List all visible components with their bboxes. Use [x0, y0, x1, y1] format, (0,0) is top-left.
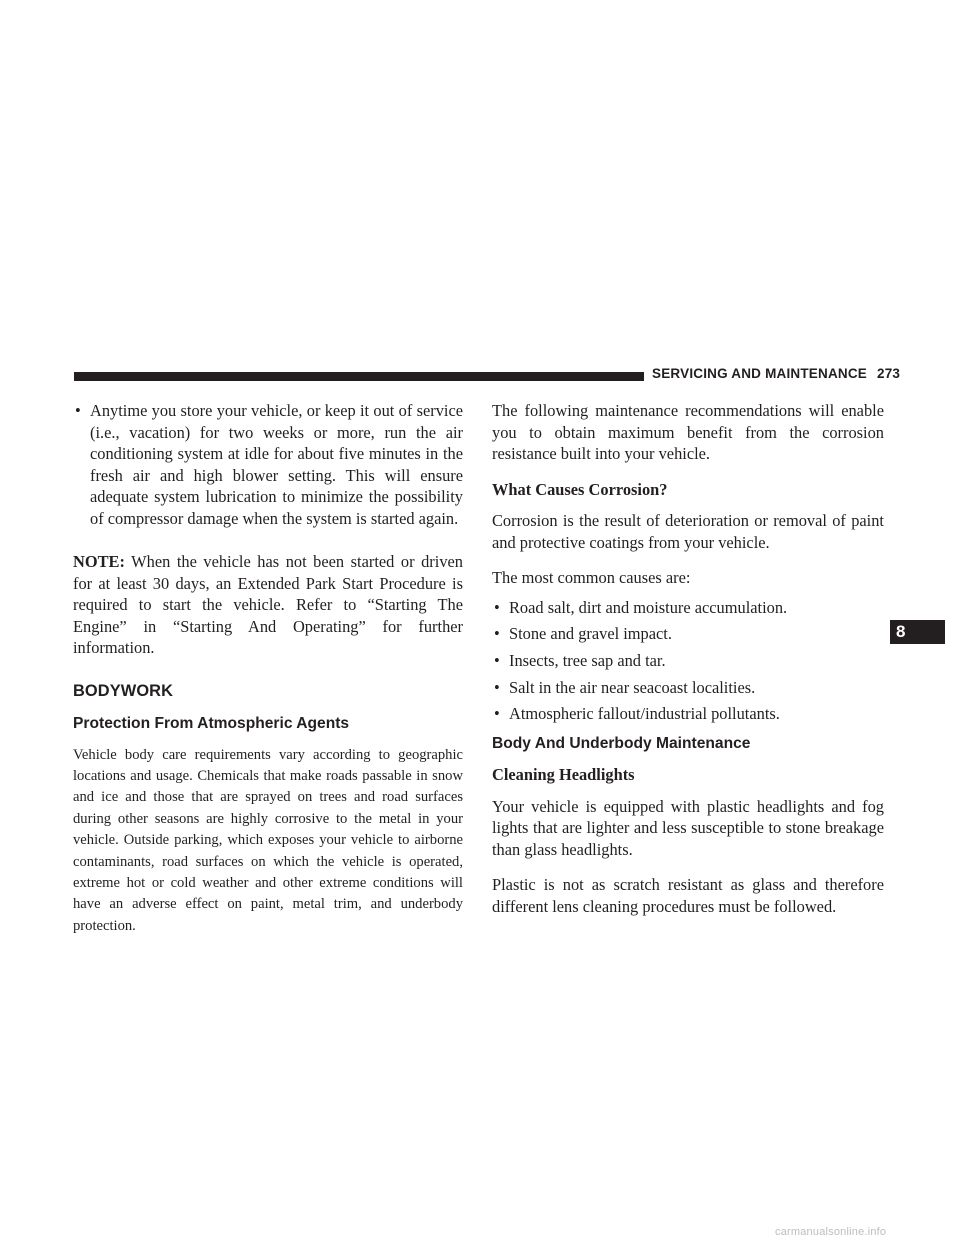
- causes-heading: What Causes Corrosion?: [492, 479, 668, 499]
- body-paragraph: Vehicle body care requirements vary according to geographic locations and usage. Chemicals that make roads passable in snow and ice and those that are sprayed on trees and road surfaces during other seasons are highly corrosive to the metal in your vehicle. Outside parking, which exposes your vehicle to airborne contaminants, road surfaces on which the vehicle is operated, extreme hot or cold weather and other extreme conditions will have an adverse effect on paint, metal trim, and underbody protection.: [73, 746, 463, 934]
- bullet-icon: •: [494, 597, 500, 617]
- intro-paragraph: The following maintenance recommendations will enable you to obtain maximum benefit from the corrosion resistance built into your vehicle.: [492, 401, 884, 463]
- bullet-icon: •: [494, 650, 500, 670]
- watermark: carmanualsonline.info: [775, 1226, 887, 1238]
- note-label: NOTE:: [73, 552, 125, 571]
- bullet-icon: •: [494, 704, 500, 724]
- section-heading: BODYWORK: [73, 681, 174, 700]
- headlights-heading: Cleaning Headlights: [492, 765, 635, 785]
- left-column: [73, 400, 463, 951]
- header-rule: [74, 372, 644, 381]
- list-item-text: Salt in the air near seacoast localities.: [509, 677, 756, 697]
- note-paragraph: [73, 551, 463, 659]
- list-item: [492, 650, 884, 672]
- list-item-text: Stone and gravel impact.: [509, 624, 672, 644]
- section-title: SERVICING AND MAINTENANCE: [652, 366, 868, 381]
- running-header: [652, 366, 900, 381]
- causes-list: [492, 597, 884, 725]
- list-item: [492, 597, 884, 619]
- list-item-text: Road salt, dirt and moisture accumulation.: [509, 597, 788, 617]
- list-item-text: Insects, tree sap and tar.: [509, 650, 666, 670]
- page-number: 273: [877, 366, 901, 381]
- causes-paragraph: Corrosion is the result of deterioration or removal of paint and protective coatings from your vehicle.: [492, 511, 884, 552]
- list-item-text: Anytime you store your vehicle, or keep it out of service (i.e., vacation) for two weeks or more, run the air conditioning system at idle for about five minutes in the fresh air and high blower setting. This will ensure adequate system lubrication to minimize the possibility of compressor damage when the system is started again.: [90, 401, 463, 528]
- bullet-icon: •: [75, 401, 81, 420]
- headlights-paragraph: Plastic is not as scratch resistant as glass and therefore different lens cleaning procedures must be followed.: [492, 875, 884, 916]
- chapter-tab: 8: [890, 620, 945, 644]
- headlights-paragraph: Your vehicle is equipped with plastic headlights and fog lights that are lighter and less susceptible to stone breakage than glass headlights.: [492, 796, 884, 859]
- list-item: [492, 703, 884, 725]
- bullet-icon: •: [494, 677, 500, 697]
- list-item: [492, 623, 884, 645]
- body-maintenance-heading: Body And Underbody Maintenance: [492, 734, 751, 752]
- bullet-icon: •: [494, 624, 500, 644]
- common-causes-intro: The most common causes are:: [492, 568, 691, 587]
- list-item: [73, 400, 463, 529]
- right-column: [492, 400, 884, 931]
- list-item-text: Atmospheric fallout/industrial pollutants.: [509, 704, 780, 724]
- note-text: When the vehicle has not been started or driven for at least 30 days, an Extended Park Start Procedure is required to start the vehicle. Refer to “Starting The Engine” in “Starting And Operating” for further information.: [73, 552, 463, 657]
- subsection-heading: Protection From Atmospheric Agents: [73, 715, 350, 732]
- list-item: [492, 677, 884, 699]
